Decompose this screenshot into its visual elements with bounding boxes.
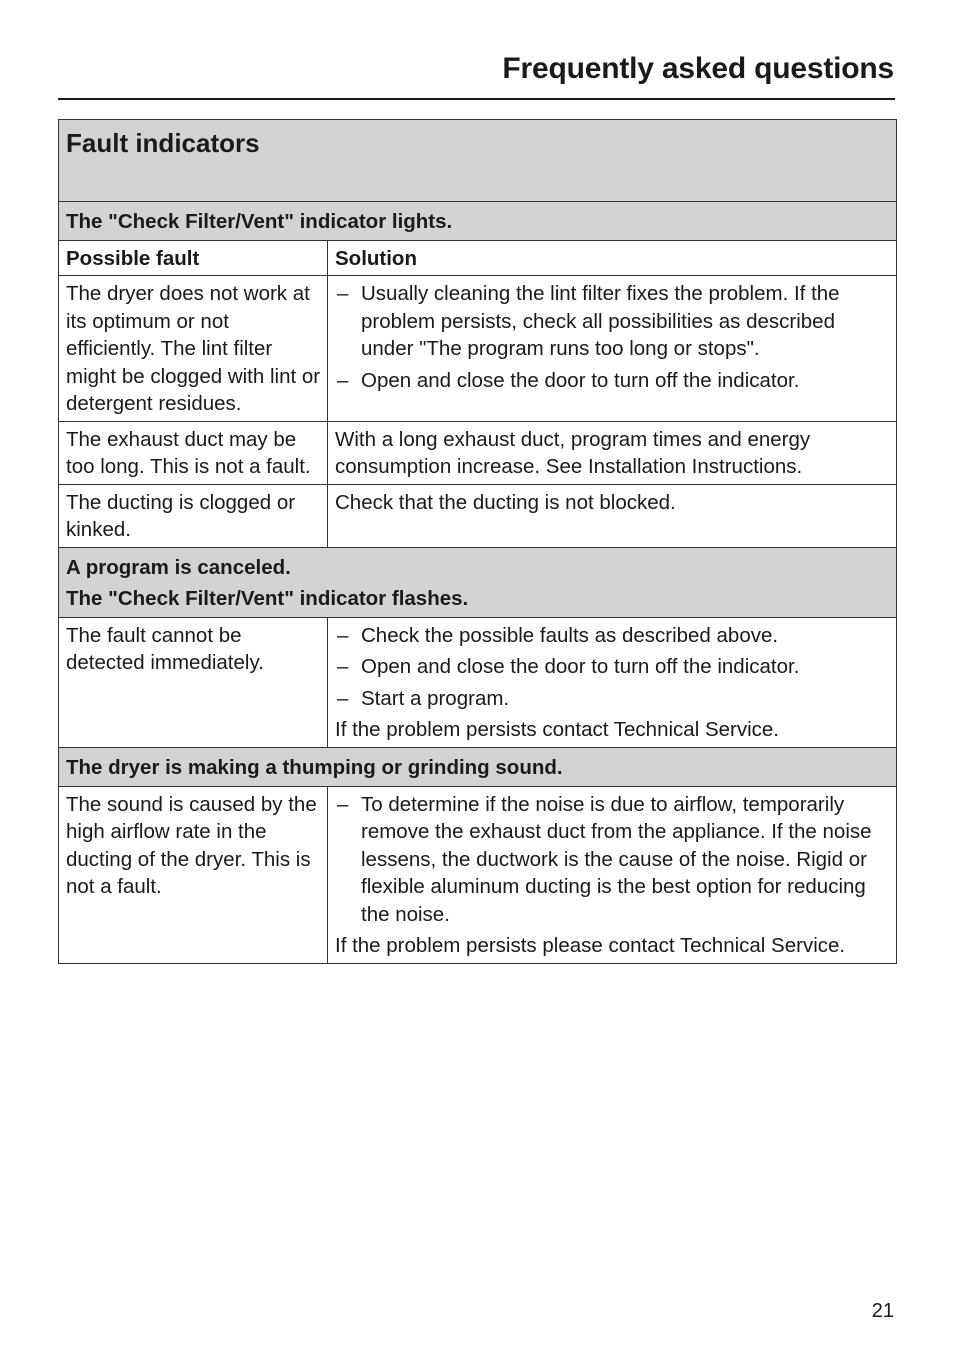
table-row xyxy=(59,421,897,484)
section-title: Fault indicators xyxy=(59,120,897,202)
solution-cell: With a long exhaust duct, program times and energy consumption increase. See Installation Instructions. xyxy=(328,421,897,484)
fault-cell: The ducting is clogged or kinked. xyxy=(59,484,328,547)
solution-cell xyxy=(328,786,897,963)
dash-bullet: – xyxy=(337,792,349,816)
solution-step-text: Start a program. xyxy=(361,686,510,710)
group-header xyxy=(59,747,897,786)
solution-note: If the problem persists please contact Technical Service. xyxy=(335,934,846,957)
group-header xyxy=(59,202,897,241)
solution-step-text: Usually cleaning the lint filter fixes the problem. If the problem persists, check all possibilities as described under "The program runs too long or stops". xyxy=(361,282,840,360)
group-header-line: The dryer is making a thumping or grinding sound. xyxy=(66,755,563,779)
fault-cell: The fault cannot be detected immediately. xyxy=(59,617,328,747)
title-rule xyxy=(58,98,895,100)
dash-bullet: – xyxy=(337,655,349,678)
solution-cell: Check that the ducting is not blocked. xyxy=(328,484,897,547)
solution-step-text: Open and close the door to turn off the indicator. xyxy=(361,368,800,392)
column-header-fault: Possible fault xyxy=(59,241,328,276)
dash-bullet: – xyxy=(337,623,349,647)
solution-step-text: To determine if the noise is due to airflow, temporarily remove the exhaust duct from the appliance. If the noise lessens, the ductwork is the cause of the noise. Rigid or flexible aluminum ducting is the best option for reducing the noise. xyxy=(361,792,872,926)
solution-step xyxy=(335,685,890,713)
dash-bullet: – xyxy=(337,368,349,392)
table-row xyxy=(59,617,897,747)
fault-indicators-table xyxy=(58,119,897,964)
solution-note: If the problem persists contact Technical Service. xyxy=(335,718,779,741)
page-title: Frequently asked questions xyxy=(502,52,894,85)
dash-bullet: – xyxy=(337,282,349,305)
section-header-row xyxy=(59,120,897,202)
group-header-line: The "Check Filter/Vent" indicator flashes. xyxy=(66,586,469,610)
group-header-line: A program is canceled. xyxy=(66,555,291,579)
solution-cell xyxy=(328,276,897,422)
group-header-row xyxy=(59,547,897,617)
solution-step xyxy=(335,622,890,650)
fault-cell: The sound is caused by the high airflow rate in the ducting of the dryer. This is not a fault. xyxy=(59,786,328,963)
column-header-row xyxy=(59,241,897,276)
solution-step-text: Open and close the door to turn off the indicator. xyxy=(361,655,800,678)
page-number: 21 xyxy=(871,1300,894,1322)
solution-step-text: Check the possible faults as described above. xyxy=(361,623,779,647)
solution-cell xyxy=(328,617,897,747)
column-header-solution: Solution xyxy=(328,241,897,276)
solution-step xyxy=(335,653,890,681)
group-header-row xyxy=(59,202,897,241)
group-header xyxy=(59,547,897,617)
group-header-row xyxy=(59,747,897,786)
solution-step xyxy=(335,280,890,363)
fault-cell: The exhaust duct may be too long. This is not a fault. xyxy=(59,421,328,484)
solution-step xyxy=(335,791,890,929)
table-row xyxy=(59,276,897,422)
fault-cell: The dryer does not work at its optimum or not efficiently. The lint filter might be clogged with lint or detergent residues. xyxy=(59,276,328,422)
group-header-line: The "Check Filter/Vent" indicator lights. xyxy=(66,210,453,233)
table-row xyxy=(59,484,897,547)
solution-step xyxy=(335,367,890,395)
dash-bullet: – xyxy=(337,686,349,710)
table-row xyxy=(59,786,897,963)
